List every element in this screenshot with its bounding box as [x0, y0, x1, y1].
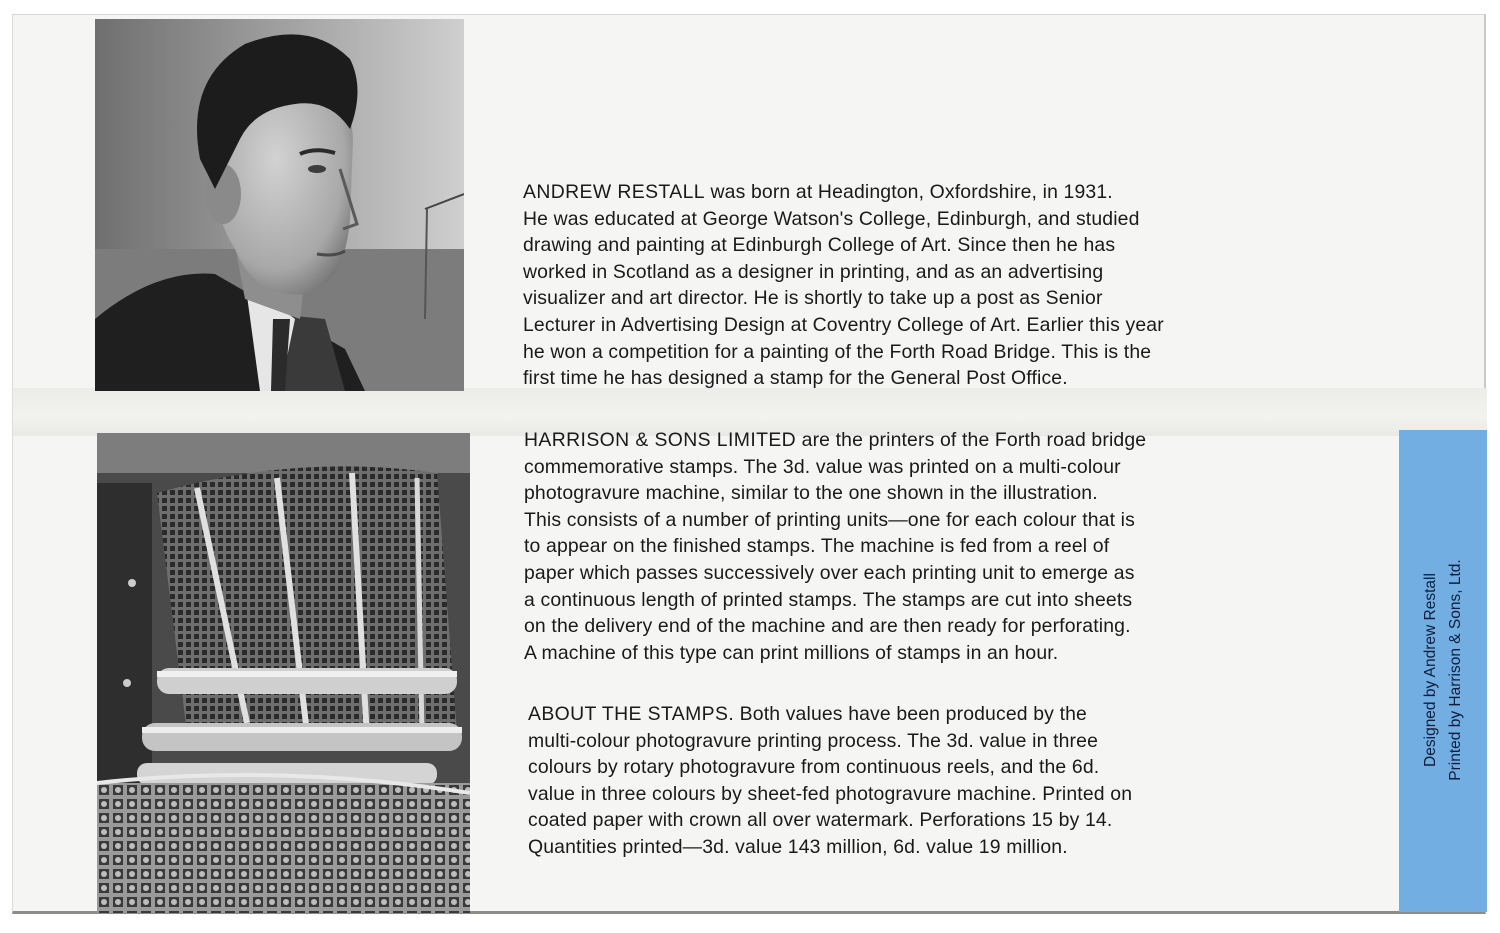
printing-press-photo [97, 433, 470, 913]
presentation-card [12, 14, 1486, 914]
printer-description [524, 427, 1364, 666]
about-stamps-heading: ABOUT THE STAMPS. [528, 703, 735, 725]
printed-by-credit: Printed by Harrison & Sons, Ltd. [1447, 559, 1464, 781]
designer-name-heading: ANDREW RESTALL [523, 181, 705, 203]
designed-by-credit: Designed by Andrew Restall [1422, 573, 1439, 767]
about-stamps-text: Both values have been produced by the multi-colour photogravure printing process. The 3d. value in three colours by rotary photogravure from continuous reels, and the 6d. value in three colours by sheet-fed photogravure machine. Printed on coated paper with crown all over watermark. Perforations 15 by 14. Quantities printed—3d. value 143 million, 6d. value 19 million. [528, 703, 1133, 858]
portrait-photo [95, 19, 464, 391]
designer-biography [523, 179, 1363, 392]
designer-biography-text: was born at Headington, Oxfordshire, in 1931. He was educated at George Watson's College, Edinburgh, and studied drawing and painting at Edinburgh College of Art. Since then he has worked in Scotland as a designer in printing, and as an advertising visualizer and art director. He is shortly to take up a post as Senior Lecturer in Advertising Design at Coventry College of Art. Earlier this year he won a competition for a painting of the Forth Road Bridge. This is the first time he has designed a stamp for the General Post Office. [523, 181, 1164, 390]
printer-name-heading: HARRISON & SONS LIMITED [524, 429, 797, 451]
credit-text [1418, 460, 1468, 880]
about-the-stamps [528, 701, 1368, 861]
printer-description-text: are the printers of the Forth road bridge commemorative stamps. The 3d. value was printed on a multi-colour photogravure machine, similar to the one shown in the illustration. This consists of a number of printing units—one for each colour that is to appear on the finished stamps. The machine is fed from a reel of paper which passes successively over each printing unit to emerge as a continuous length of printed stamps. The stamps are cut into sheets on the delivery end of the machine and are then ready for perforating. A machine of this type can print millions of stamps in an hour. [524, 429, 1147, 664]
credit-strip [1399, 430, 1487, 912]
